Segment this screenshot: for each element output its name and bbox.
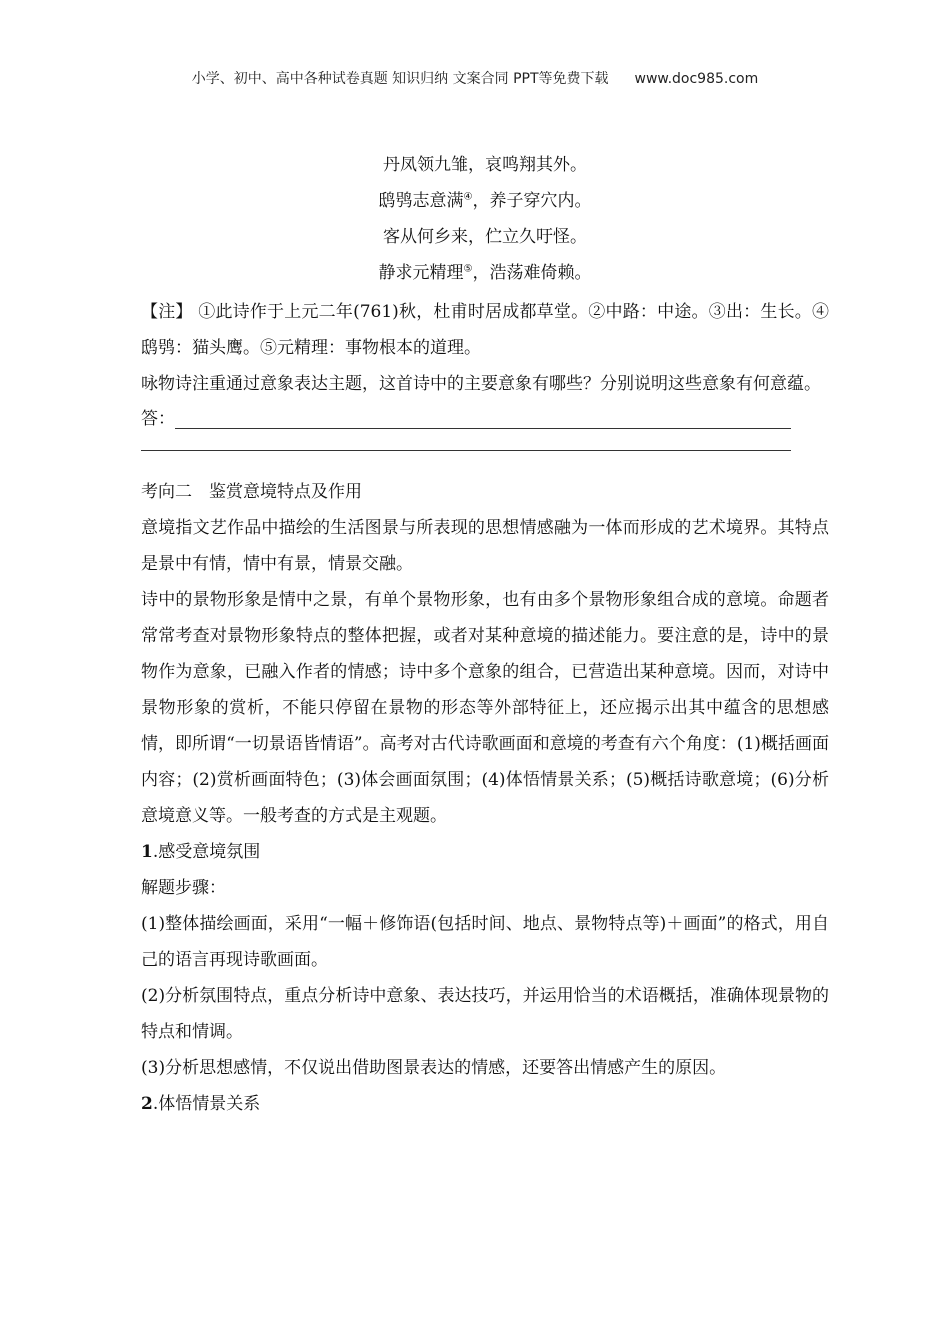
- footnote-mark: ⑤: [463, 263, 473, 275]
- steps-label: 解题步骤：: [141, 878, 226, 898]
- subsection-1-title: 1.感受意境氛围: [141, 842, 261, 862]
- page-header: [0, 68, 950, 88]
- answer-underline-2: [141, 450, 791, 451]
- footnote-mark: ④: [463, 191, 473, 203]
- step-3: (3)分析思想感情，不仅说出借助图景表达的情感，还要答出情感产生的原因。: [141, 1058, 727, 1078]
- poem-line-1: 丹凤领九雏，哀鸣翔其外。: [383, 155, 587, 175]
- poem: [141, 150, 829, 294]
- paragraph-2: 诗中的景物形象是情中之景，有单个景物形象，也有由多个景物形象组合成的意境。命题者常常考查对景物形象特点的整体把握，或者对某种意境的描述能力。要注意的是，诗中的景物作为意象，已融入作者的情感；诗中多个意象的组合，已营造出某种意境。因而，对诗中景物形象的赏析，不能只停留在景物的形态等外部特征上，还应揭示出其中蕴含的思想感情，即所谓“一切景语皆情语”。高考对古代诗歌画面和意境的考查有六个角度：(1)概括画面内容；(2)赏析画面特色；(3)体会画面氛围；(4)体悟情景关系；(5)概括诗歌意境；(6)分析意境意义等。一般考查的方式是主观题。: [141, 590, 829, 826]
- header-site-link[interactable]: www.doc985.com: [634, 71, 759, 87]
- poem-line-4: 静求元精理⑤，浩荡难倚赖。: [378, 263, 592, 283]
- header-text: 小学、初中、高中各种试卷真题 知识归纳 文案合同 PPT等免费下载: [191, 71, 609, 87]
- answer-underline: [175, 428, 791, 429]
- answer-blank-line[interactable]: [141, 438, 829, 474]
- question: 咏物诗注重通过意象表达主题，这首诗中的主要意象有哪些？分别说明这些意象有何意蕴。: [141, 374, 821, 394]
- paragraph-1: 意境指文艺作品中描绘的生活图景与所表现的思想情感融为一体而形成的艺术境界。其特点是景中有情，情中有景，情景交融。: [141, 518, 829, 574]
- poem-line-3: 客从何乡来，伫立久吁怪。: [383, 227, 587, 247]
- step-1: (1)整体描绘画面，采用“一幅＋修饰语(包括时间、地点、景物特点等)＋画面”的格式，用自己的语言再现诗歌画面。: [141, 914, 829, 970]
- step-2: (2)分析氛围特点，重点分析诗中意象、表达技巧，并运用恰当的术语概括，准确体现景物的特点和情调。: [141, 986, 829, 1042]
- poem-note: 【注】 ①此诗作于上元二年(761)秋，杜甫时居成都草堂。②中路：中途。③出：生长。④鸱鸮：猫头鹰。⑤元精理：事物根本的道理。: [141, 302, 829, 358]
- poem-line-2: 鸱鸮志意满④，养子穿穴内。: [378, 191, 592, 211]
- document-content: [141, 150, 829, 1122]
- answer-line[interactable]: [141, 402, 829, 438]
- answer-label: 答：: [141, 409, 175, 429]
- subsection-2-title: 2.体悟情景关系: [141, 1094, 261, 1114]
- section-title: 考向二 鉴赏意境特点及作用: [141, 482, 362, 502]
